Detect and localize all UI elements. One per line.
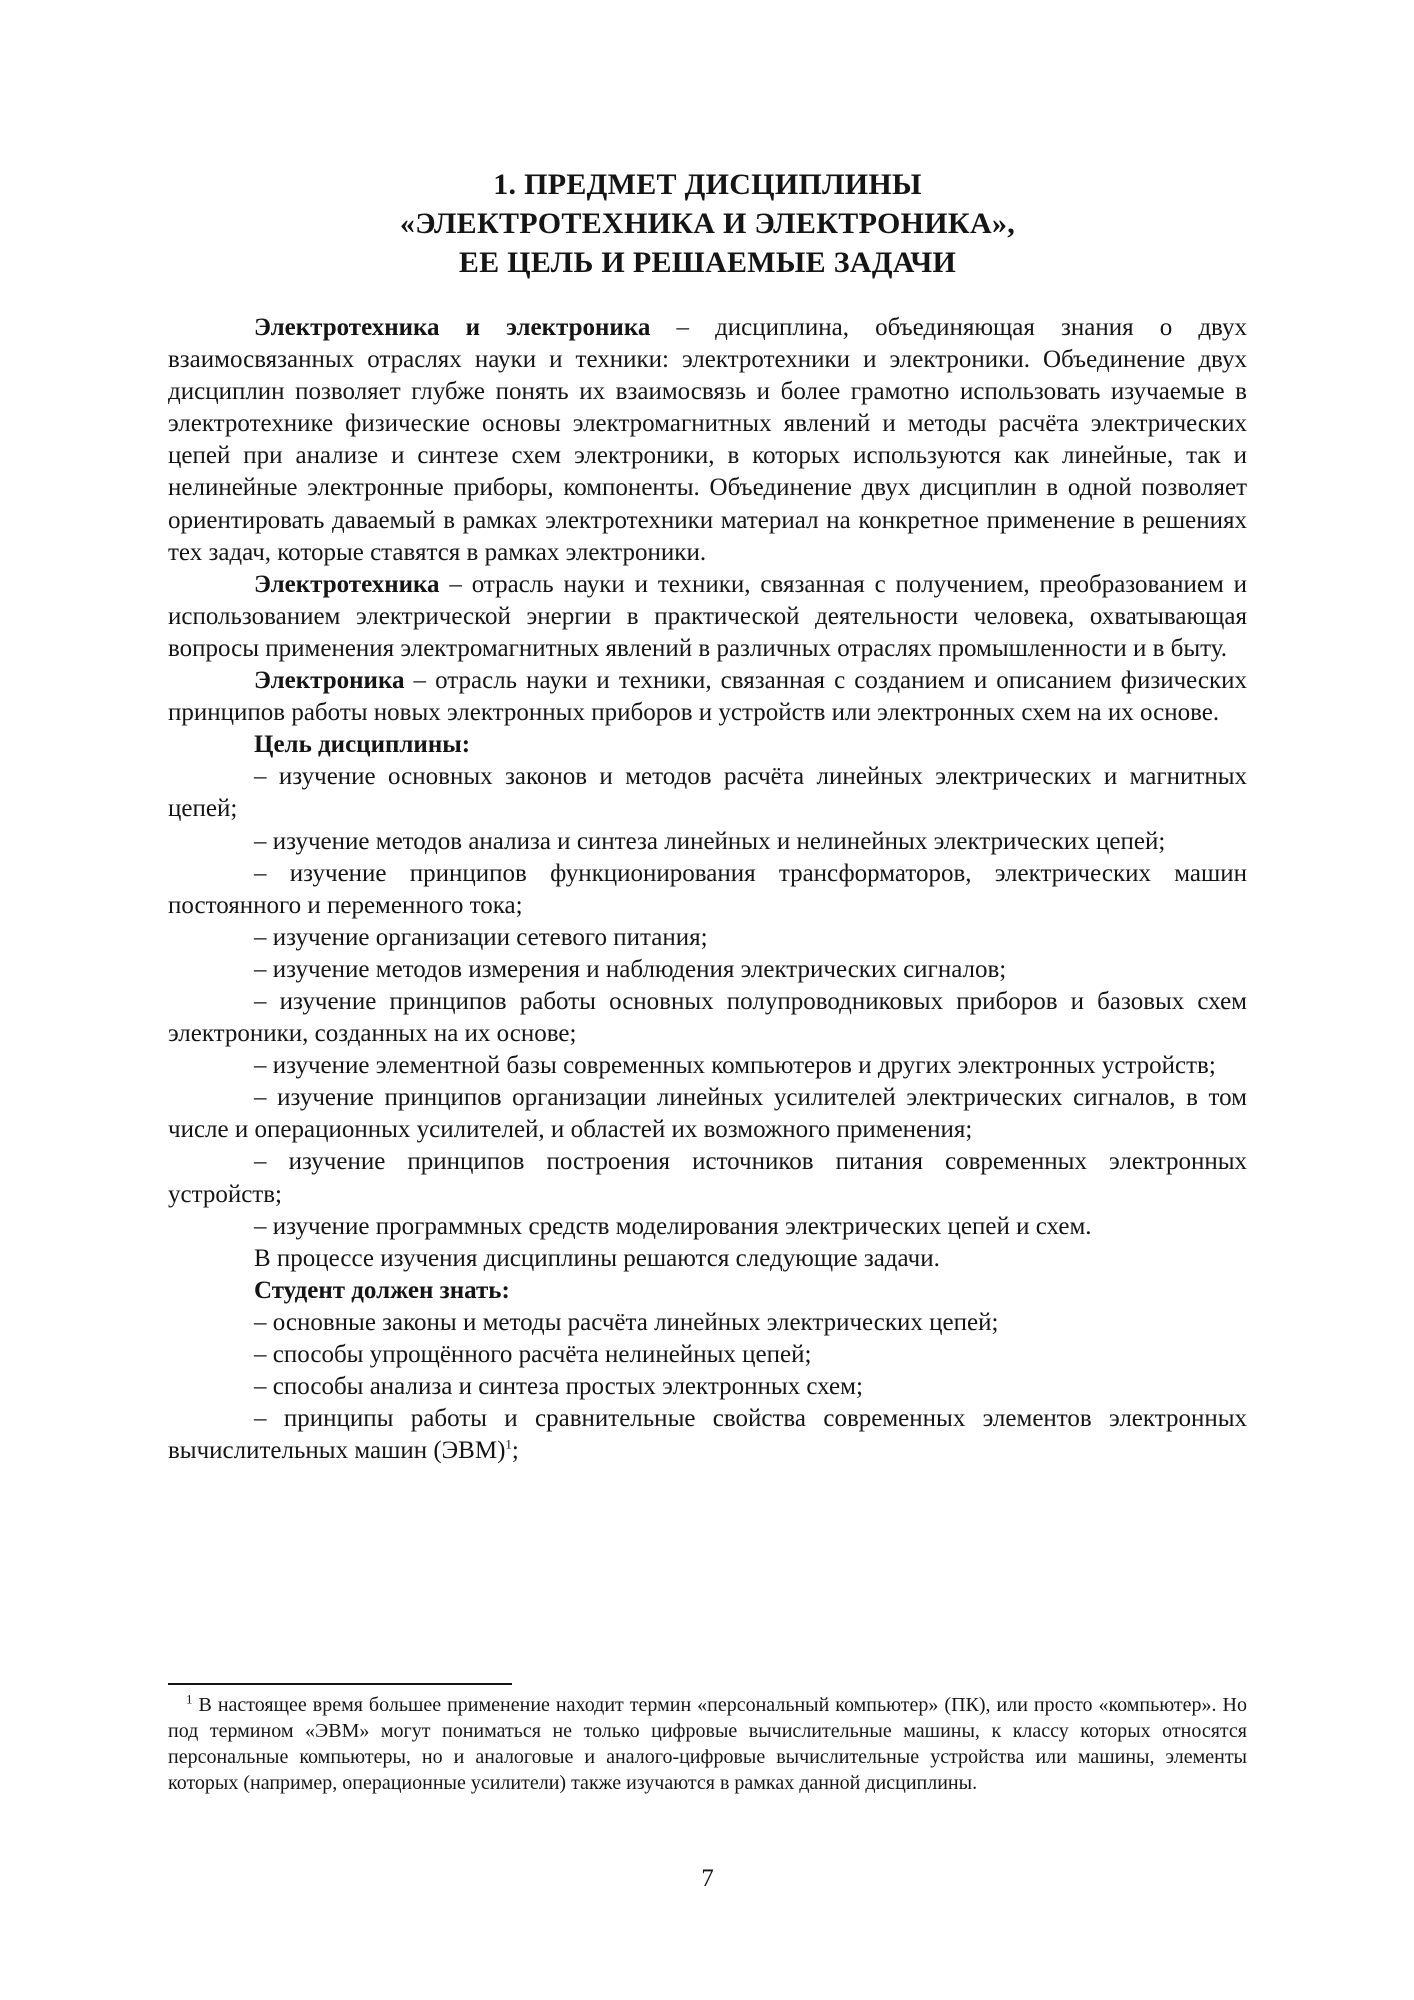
- goal-item: – изучение методов анализа и синтеза линейных и нелинейных электрических цепей;: [254, 827, 1166, 855]
- footnote-separator: [168, 1683, 512, 1685]
- paragraph-definition-electrical-engineering: [168, 569, 1247, 665]
- student-item: – основные законы и методы расчёта линейных электрических цепей;: [254, 1308, 999, 1336]
- goals-heading: Цель дисциплины:: [254, 731, 471, 759]
- goal-item: – изучение основных законов и методов расчёта линейных электрических и магнитных цепей;: [168, 763, 1247, 823]
- chapter-title: [168, 165, 1247, 282]
- goal-item: – изучение принципов работы основных полупроводниковых приборов и базовых схем электроники, созданных на их основе;: [168, 987, 1247, 1048]
- chapter-title-line-2: «ЭЛЕКТРОТЕХНИКА И ЭЛЕКТРОНИКА»,: [399, 207, 1016, 240]
- student-item: – способы анализа и синтеза простых электронных схем;: [254, 1373, 863, 1401]
- footnote-text: В настоящее время большее применение находит термин «персональный компьютер» (ПК), или просто «компьютер». Но под термином «ЭВМ» могут пониматься не только цифровые вычислительные машины, к классу которых относятся персональные компьютеры, но и аналоговые и аналого-цифровые вычислительные устройства или машины, элементы которых (например, операционные усилители) также изучаются в рамках данной дисциплины.: [168, 1694, 1247, 1794]
- chapter-title-line-3: ЕЕ ЦЕЛЬ И РЕШАЕМЫЕ ЗАДАЧИ: [458, 246, 957, 279]
- footnote: [168, 1692, 1247, 1796]
- footnote-reference[interactable]: 1: [505, 1436, 512, 1452]
- goal-item: – изучение методов измерения и наблюдения электрических сигналов;: [254, 955, 1007, 983]
- tasks-intro: В процессе изучения дисциплины решаются следующие задачи.: [254, 1244, 940, 1272]
- goal-item: – изучение организации сетевого питания;: [254, 923, 708, 951]
- goal-item: – изучение элементной базы современных компьютеров и других электронных устройств;: [254, 1052, 1216, 1080]
- paragraph-definition-discipline: [168, 312, 1247, 569]
- chapter-title-line-1: 1. ПРЕДМЕТ ДИСЦИПЛИНЫ: [493, 168, 922, 201]
- page-number: 7: [701, 1865, 714, 1892]
- term-electrical-engineering-and-electronics: Электротехника и электроника: [254, 314, 651, 341]
- student-heading: Студент должен знать:: [254, 1276, 510, 1304]
- student-item: – способы упрощённого расчёта нелинейных цепей;: [254, 1341, 812, 1368]
- paragraph-definition-electronics: [168, 665, 1247, 729]
- footnote-mark: 1: [186, 1691, 193, 1707]
- term-electrical-engineering: Электротехника: [254, 570, 440, 598]
- goal-item: – изучение программных средств моделирования электрических цепей и схем.: [254, 1212, 1092, 1240]
- definition-text: – отрасль науки и техники, связанная с созданием и описанием физических принципов работы новых электронных приборов и устройств или электронных схем на их основе.: [168, 667, 1247, 727]
- goal-item: – изучение принципов организации линейных усилителей электрических сигналов, в том числе и операционных усилителей, и областей их возможного применения;: [168, 1084, 1247, 1144]
- goal-item: – изучение принципов построения источников питания современных электронных устройств;: [168, 1148, 1247, 1208]
- document-page: [168, 0, 1247, 2000]
- goal-item: – изучение принципов функционирования трансформаторов, электрических машин постоянного и переменного тока;: [168, 859, 1247, 919]
- definition-text: – отрасль науки и техники, связанная с получением, преобразованием и использованием электрической энергии в практической деятельности человека, охватывающая вопросы применения электромагнитных явлений в различных отраслях промышленности и в быту.: [168, 570, 1247, 662]
- term-electronics: Электроника: [254, 667, 405, 695]
- student-item-last: – принципы работы и сравнительные свойства современных элементов электронных вычислительных машин (ЭВМ)$^1$;: [168, 1405, 1247, 1465]
- definition-text: – дисциплина, объединяющая знания о двух взаимосвязанных отраслях науки и техники: электротехники и электроники. Объединение двух дисциплин позволяет глубже понять их взаимосвязь и более грамотно использовать изучаемые в электротехнике физические основы электромагнитных явлений и методы расчёта электрических цепей при анализе и синтезе схем электроники, в которых используются как линейные, так и нелинейные электронные приборы, компоненты. Объединение двух дисциплин в одной позволяет ориентировать даваемый в рамках электротехники материал на конкретное применение в решениях тех задач, которые ставятся в рамках электроники.: [168, 314, 1247, 566]
- body-text: [168, 312, 1247, 1467]
